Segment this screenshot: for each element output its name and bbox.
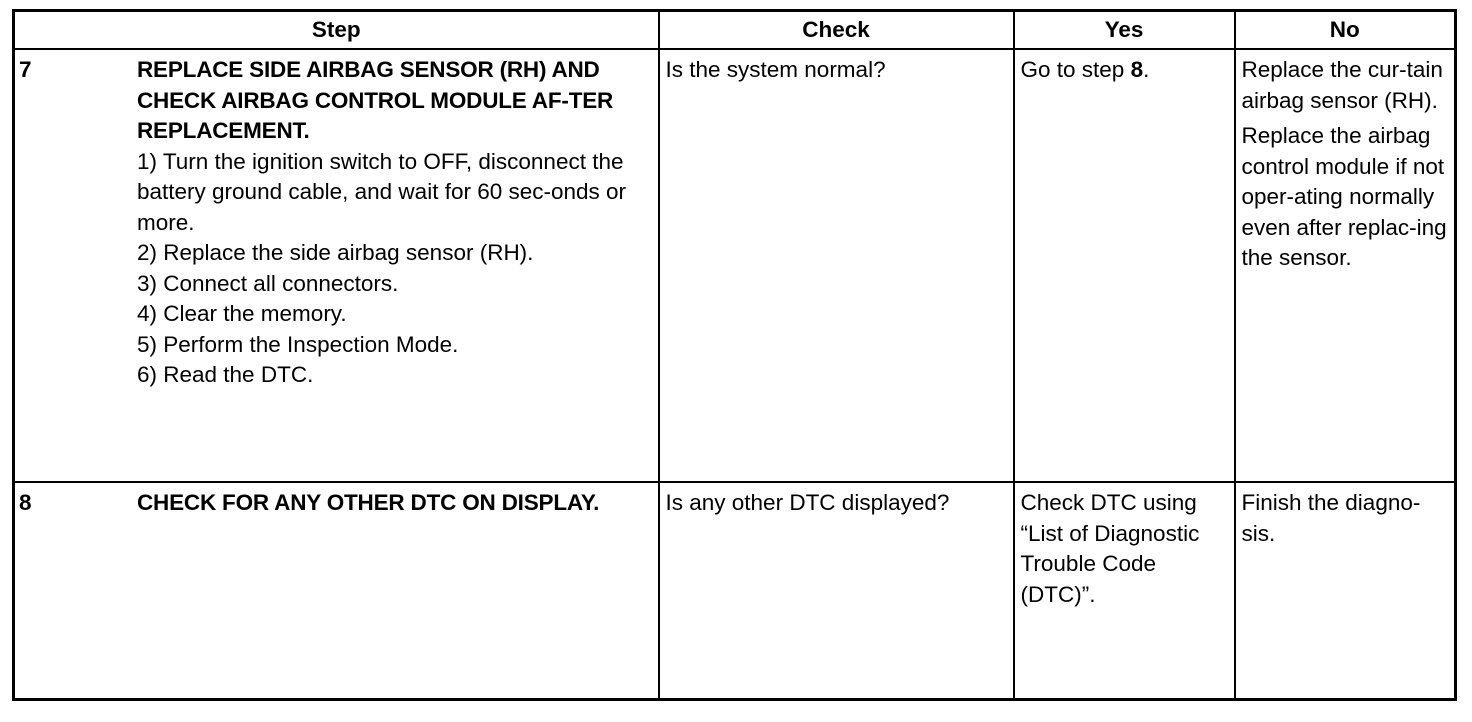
step-number: 7 (19, 57, 32, 82)
yes-step-ref: 8 (1130, 57, 1144, 82)
no-cell (1235, 49, 1456, 482)
no-action (1236, 50, 1455, 274)
check-cell (659, 49, 1014, 482)
no-action: Finish the diagno-sis. (1241, 490, 1421, 546)
procedure-item: 4) Clear the memory. (137, 301, 347, 326)
header-yes: Yes (1014, 11, 1235, 50)
check-question: Is the system normal? (665, 57, 886, 82)
yes-prefix: Go to step (1020, 57, 1131, 82)
procedure-item: 5) Perform the Inspection Mode. (137, 331, 459, 357)
step-cell (14, 49, 659, 482)
yes-cell (1014, 49, 1235, 482)
check-cell (659, 482, 1014, 699)
no-cell (1235, 482, 1456, 699)
procedure-item: 1) Turn the ignition switch to OFF, disconnect the battery ground cable, and wait for 60 sec-onds or more. (137, 148, 627, 235)
header-no: No (1235, 11, 1456, 50)
table-row-step-7 (14, 49, 1456, 482)
step-title: CHECK FOR ANY OTHER DTC ON DISPLAY. (137, 490, 600, 516)
check-question: Is any other DTC displayed? (665, 490, 950, 516)
procedure-item: 2) Replace the side airbag sensor (RH). (137, 240, 534, 265)
diagnostic-table (12, 9, 1457, 701)
step-cell (14, 482, 659, 699)
no-action-paragraph: Replace the airbag control module if not oper-ating normally even after replac-ing the sensor. (1241, 123, 1447, 270)
header-check: Check (659, 11, 1014, 50)
yes-action (1015, 50, 1234, 86)
no-action-paragraph: Replace the cur-tain airbag sensor (RH). (1241, 57, 1443, 113)
header-step: Step (14, 11, 659, 50)
procedure-item: 6) Read the DTC. (137, 362, 314, 387)
table-row-step-8 (14, 482, 1456, 699)
yes-action: Check DTC using “List of Diagnostic Trouble Code (DTC)”. (1020, 490, 1200, 607)
yes-cell (1014, 482, 1235, 699)
step-number: 8 (19, 490, 32, 516)
yes-suffix: . (1143, 57, 1150, 82)
table-header-row (14, 11, 1456, 50)
procedure-list (137, 147, 654, 391)
step-title: REPLACE SIDE AIRBAG SENSOR (RH) AND CHECK AIRBAG CONTROL MODULE AF-TER REPLACEMENT. (137, 57, 614, 143)
procedure-item: 3) Connect all connectors. (137, 270, 399, 296)
